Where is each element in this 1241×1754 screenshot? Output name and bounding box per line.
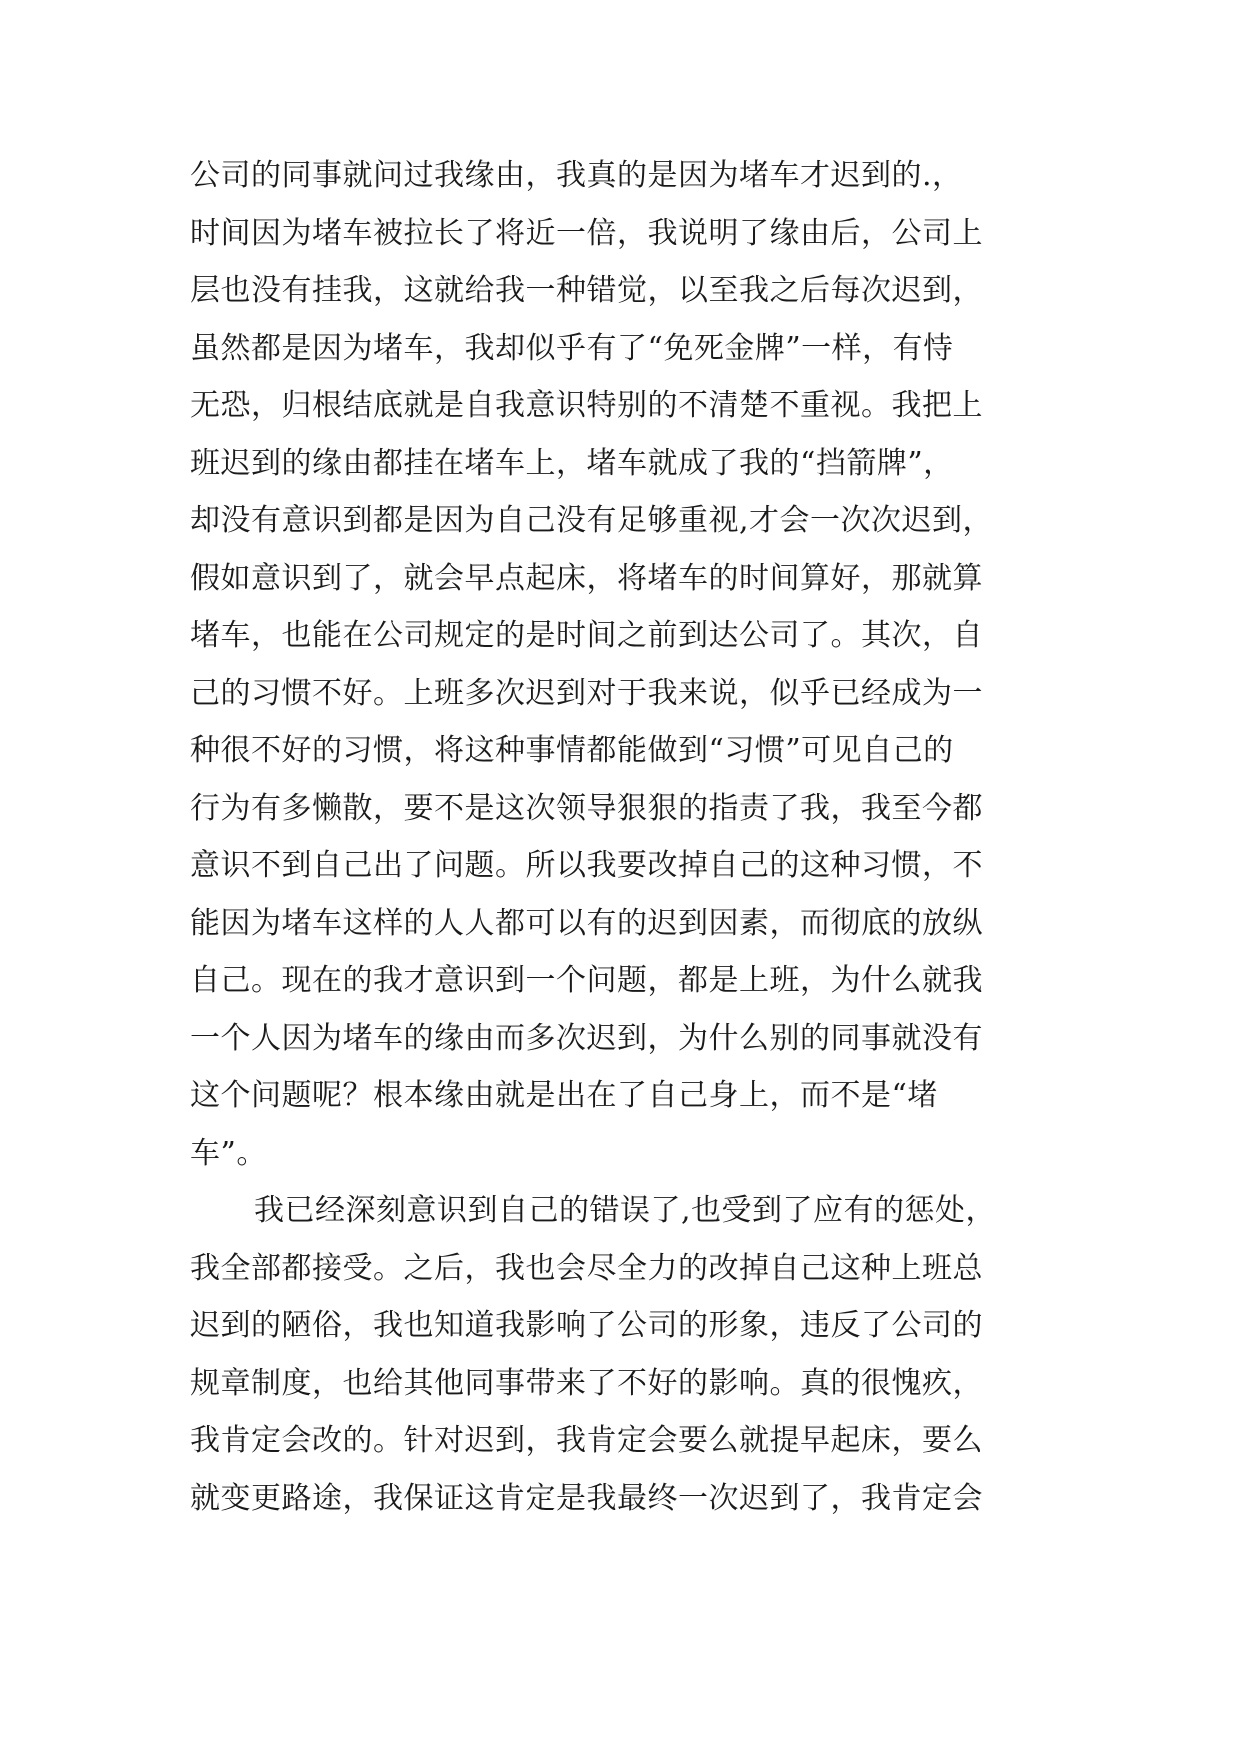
text-line: 却没有意识到都是因为自己没有足够重视,才会一次次迟到，: [190, 503, 994, 538]
text-line: 种很不好的习惯，将这种事情都能做到“习惯”可见自己的: [190, 733, 954, 768]
text-line: 己的习惯不好。上班多次迟到对于我来说，似乎已经成为一: [190, 675, 983, 711]
text-line: 一个人因为堵车的缘由而多次迟到，为什么别的同事就没有: [190, 1020, 983, 1056]
text-line: 时间因为堵车被拉长了将近一倍，我说明了缘由后，公司上: [190, 215, 983, 251]
text-line: 意识不到自己出了问题。所以我要改掉自己的这种习惯，不: [190, 848, 983, 883]
text-line: 虽然都是因为堵车，我却似乎有了“免死金牌”一样，有恃: [190, 330, 954, 366]
text-line: 班迟到的缘由都挂在堵车上，堵车就成了我的“挡箭牌”，: [190, 445, 954, 481]
text-line: 公司的同事就问过我缘由，我真的是因为堵车才迟到的.，: [190, 158, 963, 193]
text-line: 无恐，归根结底就是自我意识特别的不清楚不重视。我把上: [190, 388, 983, 423]
text-line: 我全部都接受。之后，我也会尽全力的改掉自己这种上班总: [190, 1250, 983, 1286]
body-text: [190, 147, 1070, 1527]
text-line: 就变更路途，我保证这肯定是我最终一次迟到了，我肯定会: [190, 1480, 983, 1516]
text-line: 能因为堵车这样的人人都可以有的迟到因素，而彻底的放纵: [190, 905, 983, 941]
text-line: 我肯定会改的。针对迟到，我肯定会要么就提早起床，要么: [190, 1423, 983, 1458]
text-line: 层也没有挂我，这就给我一种错觉，以至我之后每次迟到，: [190, 273, 983, 308]
text-line: 自己。现在的我才意识到一个问题，都是上班，为什么就我: [190, 963, 983, 998]
text-line: 假如意识到了，就会早点起床，将堵车的时间算好，那就算: [190, 560, 983, 596]
text-line: 迟到的陋俗，我也知道我影响了公司的形象，违反了公司的: [190, 1308, 983, 1343]
text-line: 这个问题呢？根本缘由就是出在了自己身上，而不是“堵: [190, 1078, 938, 1113]
text-line: 规章制度，也给其他同事带来了不好的影响。真的很愧疚，: [190, 1365, 983, 1401]
text-line: 行为有多懒散，要不是这次领导狠狠的指责了我，我至今都: [190, 790, 983, 826]
text-line-indented: 我已经深刻意识到自己的错误了,也受到了应有的惩处，: [254, 1193, 997, 1228]
text-line: 车”。: [190, 1135, 267, 1171]
text-line: 堵车，也能在公司规定的是时间之前到达公司了。其次，自: [190, 618, 983, 653]
